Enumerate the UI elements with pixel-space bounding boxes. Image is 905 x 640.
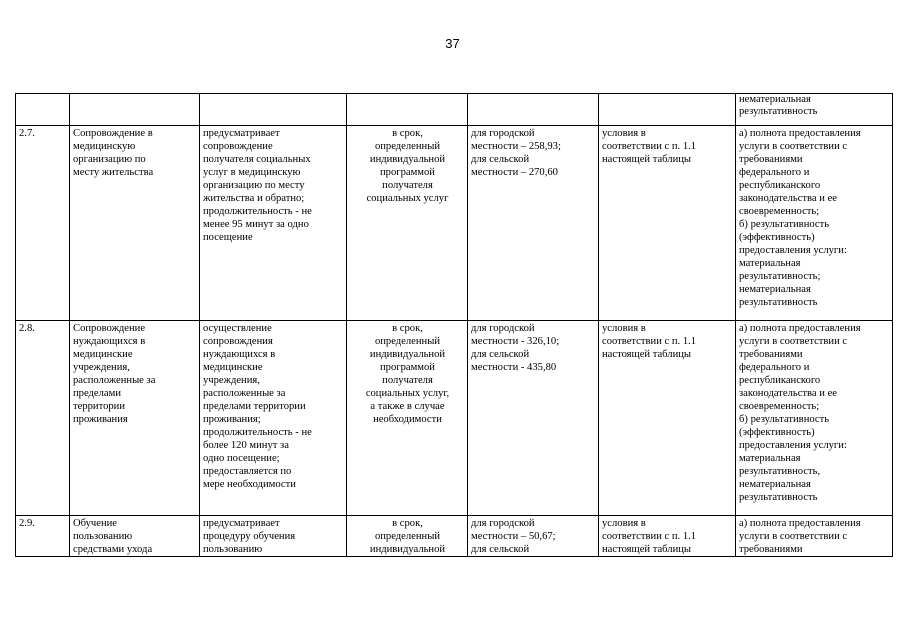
description-line: более 120 минут за (203, 440, 289, 451)
quality-line: а) полнота предоставления (739, 323, 861, 334)
conditions-line: соответствии с п. 1.1 (602, 336, 697, 347)
quality-line: услуги в соответствии с (739, 531, 848, 542)
term-line: определенный (374, 531, 441, 542)
tariff-line: для сельской (471, 349, 530, 360)
description-line: предоставляется по (203, 466, 292, 477)
quality-line: услуги в соответствии с (739, 336, 848, 347)
cell-conditions (599, 516, 736, 557)
cell-conditions (599, 126, 736, 321)
row-number: 2.7. (19, 128, 35, 139)
cell-tariff (468, 126, 599, 321)
description-line: жительства и обратно; (203, 193, 305, 204)
quality-line: б) результативность (739, 414, 830, 425)
name-line: пользованию (73, 531, 133, 542)
cell-name (70, 94, 200, 126)
quality-line: своевременность; (739, 401, 820, 412)
term-line: необходимости (373, 414, 442, 425)
quality-line: предоставления услуги: (739, 245, 847, 256)
name-line: Обучение (73, 518, 118, 529)
quality-line: республиканского (739, 375, 821, 386)
cell-num (16, 126, 70, 321)
tariff-line: для сельской (471, 544, 530, 555)
conditions-line: условия в (602, 518, 646, 529)
description-line: сопровождения (203, 336, 273, 347)
description-line: сопровождение (203, 141, 273, 152)
term-line: определенный (374, 336, 441, 347)
name-line: пределами (73, 388, 121, 399)
name-line: месту жительства (73, 167, 154, 178)
row-number: 2.9. (19, 518, 35, 529)
cell-name (70, 321, 200, 516)
description-line: предусматривает (203, 128, 280, 139)
name-line: Сопровождение (73, 323, 146, 334)
cell-tariff (468, 321, 599, 516)
tariff-line: местности – 270,60 (471, 167, 558, 178)
description-line: пределами территории (203, 401, 306, 412)
term-line: программой (380, 167, 435, 178)
tariff-line: местности – 50,67; (471, 531, 556, 542)
cell-term (347, 126, 468, 321)
quality-line: требованиями (739, 349, 803, 360)
description-line: продолжительность - не (203, 206, 312, 217)
cell-num (16, 321, 70, 516)
term-line: определенный (374, 141, 441, 152)
description-line: медицинские (203, 362, 263, 373)
description-line: организацию по месту (203, 180, 305, 191)
conditions-line: соответствии с п. 1.1 (602, 531, 697, 542)
description-line: мере необходимости (203, 479, 296, 490)
name-line: расположенные за (73, 375, 156, 386)
term-line: в срок, (392, 128, 423, 139)
term-line: социальных услуг, (365, 388, 450, 399)
quality-line: результативность (739, 492, 818, 503)
conditions-line: условия в (602, 323, 646, 334)
table-row (16, 516, 893, 557)
name-line: нуждающихся в (73, 336, 146, 347)
cell-description (200, 321, 347, 516)
cell-quality (736, 321, 893, 516)
quality-line: материальная (739, 258, 801, 269)
quality-line: а) полнота предоставления (739, 128, 861, 139)
description-line: получателя социальных (203, 154, 311, 165)
cell-quality (736, 94, 893, 126)
quality-line: своевременность; (739, 206, 820, 217)
quality-line: предоставления услуги: (739, 440, 847, 451)
quality-line: материальная (739, 453, 801, 464)
quality-line: результативность (739, 106, 818, 117)
cell-num (16, 94, 70, 126)
name-line: территории (73, 401, 126, 412)
name-line: средствами ухода (73, 544, 153, 555)
description-line: посещение (203, 232, 253, 243)
description-line: предусматривает (203, 518, 280, 529)
quality-line: республиканского (739, 180, 821, 191)
tariff-line: местности - 326,10; (471, 336, 560, 347)
description-line: одно посещение; (203, 453, 280, 464)
tariff-line: местности – 258,93; (471, 141, 561, 152)
term-line: программой (380, 362, 435, 373)
tariff-line: местности - 435,80 (471, 362, 557, 373)
cell-description (200, 126, 347, 321)
table-row (16, 321, 893, 516)
description-line: расположенные за (203, 388, 286, 399)
description-line: продолжительность - не (203, 427, 312, 438)
tariff-line: для городской (471, 323, 535, 334)
cell-tariff (468, 516, 599, 557)
table-row-continuation (16, 94, 893, 126)
quality-line: б) результативность (739, 219, 830, 230)
description-line: проживания; (203, 414, 261, 425)
term-line: индивидуальной (369, 544, 446, 555)
quality-line: услуги в соответствии с (739, 141, 848, 152)
quality-line: нематериальная (739, 94, 811, 105)
cell-num (16, 516, 70, 557)
quality-line: требованиями (739, 154, 803, 165)
term-line: а также в случае (370, 401, 445, 412)
description-line: осуществление (203, 323, 272, 334)
term-line: индивидуальной (369, 349, 446, 360)
conditions-line: условия в (602, 128, 646, 139)
tariff-line: для сельской (471, 154, 530, 165)
term-line: получателя (382, 180, 433, 191)
quality-line: результативность, (739, 466, 821, 477)
term-line: социальных услуг (366, 193, 449, 204)
cell-conditions (599, 94, 736, 126)
cell-name (70, 516, 200, 557)
row-number: 2.8. (19, 323, 35, 334)
description-line: пользованию (203, 544, 263, 555)
tariff-line: для городской (471, 518, 535, 529)
description-line: нуждающихся в (203, 349, 276, 360)
quality-line: законодательства и ее (739, 388, 837, 399)
quality-line: федерального и (739, 167, 810, 178)
cell-name (70, 126, 200, 321)
description-line: менее 95 минут за одно (203, 219, 309, 230)
quality-line: требованиями (739, 544, 803, 555)
description-line: услуг в медицинскую (203, 167, 301, 178)
name-line: проживания (73, 414, 128, 425)
term-line: получателя (382, 375, 433, 386)
quality-line: нематериальная (739, 284, 811, 295)
name-line: организацию по (73, 154, 146, 165)
cell-description (200, 516, 347, 557)
conditions-line: настоящей таблицы (602, 154, 692, 165)
conditions-line: соответствии с п. 1.1 (602, 141, 697, 152)
quality-line: а) полнота предоставления (739, 518, 861, 529)
tariff-line: для городской (471, 128, 535, 139)
term-line: в срок, (392, 323, 423, 334)
cell-quality (736, 126, 893, 321)
cell-term (347, 516, 468, 557)
conditions-line: настоящей таблицы (602, 544, 692, 555)
term-line: в срок, (392, 518, 423, 529)
cell-conditions (599, 321, 736, 516)
name-line: медицинские (73, 349, 133, 360)
table-row (16, 126, 893, 321)
services-table (15, 93, 893, 557)
description-line: учреждения, (203, 375, 260, 386)
term-line: индивидуальной (369, 154, 446, 165)
cell-quality (736, 516, 893, 557)
quality-line: (эффективность) (739, 232, 815, 243)
name-line: медицинскую (73, 141, 136, 152)
page-number: 37 (445, 36, 460, 51)
quality-line: федерального и (739, 362, 810, 373)
conditions-line: настоящей таблицы (602, 349, 692, 360)
cell-tariff (468, 94, 599, 126)
cell-description (200, 94, 347, 126)
name-line: Сопровождение в (73, 128, 153, 139)
quality-line: законодательства и ее (739, 193, 837, 204)
quality-line: нематериальная (739, 479, 811, 490)
description-line: процедуру обучения (203, 531, 296, 542)
cell-term (347, 94, 468, 126)
quality-line: (эффективность) (739, 427, 815, 438)
quality-line: результативность (739, 297, 818, 308)
quality-line: результативность; (739, 271, 821, 282)
cell-term (347, 321, 468, 516)
name-line: учреждения, (73, 362, 130, 373)
